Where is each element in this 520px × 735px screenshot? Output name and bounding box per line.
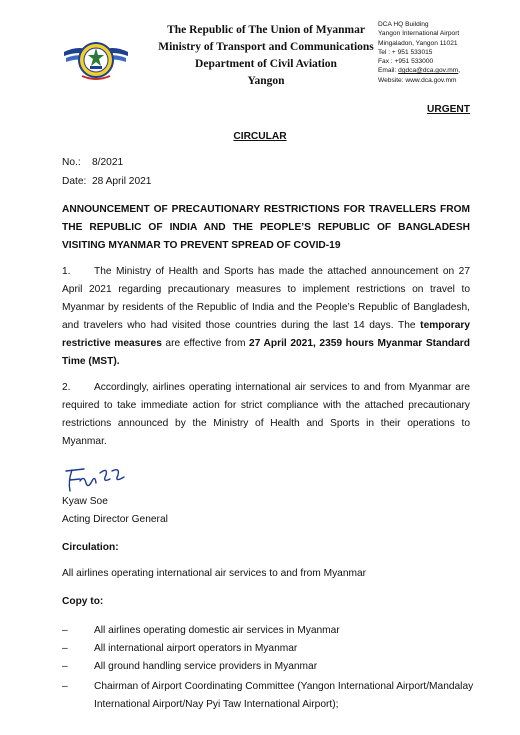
- circulation-text: All airlines operating international air services to and from Myanmar: [62, 568, 367, 579]
- contact-fax: Fax : +951 533000: [378, 58, 434, 66]
- circular-date: [62, 176, 151, 187]
- signatory-title: Acting Director General: [62, 514, 168, 525]
- circular-number: [62, 157, 123, 168]
- contact-tel: Tel : + 951 533015: [378, 48, 433, 56]
- date-value: 28 April 2021: [92, 176, 152, 187]
- copy-to-text: All international airport operators in Myanmar: [94, 643, 298, 654]
- number-label: No.:: [62, 157, 81, 168]
- copy-to-dash: –: [62, 661, 68, 672]
- paragraph-2: [62, 379, 470, 451]
- paragraph-1-emphasis-measures: temporary restrictive measures: [62, 320, 470, 349]
- paragraph-1-text-a: The Ministry of Health and Sports has made the attached announcement on 27 April 2021 regarding precautionary measures to implement restrictions on travel to Myanmar by residents of the Republic of India and the People’s Republic of Bangladesh, and travelers who had visited those countries during the last 14 days. The: [62, 266, 470, 331]
- organization-header: [148, 22, 384, 90]
- contact-block: [378, 20, 518, 85]
- contact-address: Mingaladon, Yangon 11021: [378, 39, 458, 47]
- contact-email-suffix: ,: [458, 67, 461, 75]
- contact-email-label: Email:: [378, 67, 399, 75]
- copy-to-dash: –: [62, 681, 68, 692]
- copy-to-heading: Copy to:: [62, 596, 104, 607]
- contact-website[interactable]: Website: www.dca.gov.mm: [378, 76, 457, 84]
- copy-to-text: All airlines operating domestic air services in Myanmar: [94, 625, 340, 636]
- contact-airport: Yangon International Airport: [378, 30, 460, 38]
- circulation-heading: Circulation:: [62, 542, 119, 553]
- contact-building: DCA HQ Building: [378, 21, 429, 28]
- copy-to-text: All ground handling service providers in Myanmar: [94, 661, 318, 672]
- org-line-department: Department of Civil Aviation: [195, 58, 337, 70]
- date-label: Date:: [62, 176, 87, 187]
- contact-email-link[interactable]: dgdca@dca.gov.mm: [398, 67, 459, 75]
- copy-to-dash: –: [62, 643, 68, 654]
- org-line-city: Yangon: [247, 75, 285, 87]
- number-value: 8/2021: [92, 157, 124, 168]
- paragraph-2-text: Accordingly, airlines operating international air services to and from Myanmar are required to take immediate action for strict compliance with the attached precautionary restrictions announced by the Ministry of Health and Sports in their operations to Myanmar.: [62, 382, 470, 447]
- signatory-name: Kyaw Soe: [62, 496, 108, 507]
- urgent-label: URGENT: [426, 104, 470, 115]
- dca-logo: [60, 22, 132, 94]
- copy-to-text: Chairman of Airport Coordinating Committee (Yangon International Airport/Mandalay International Airport/Nay Pyi Taw International Airport);: [94, 681, 474, 710]
- paragraph-1-number: 1.: [62, 266, 71, 277]
- copy-to-dash: –: [62, 625, 68, 636]
- paragraph-2-number: 2.: [62, 382, 71, 393]
- org-line-ministry: Ministry of Transport and Communications: [158, 41, 374, 53]
- contact-email-line: [378, 66, 518, 75]
- paragraph-1-text-c: are effective from: [161, 338, 250, 349]
- signature: [62, 463, 132, 495]
- announcement-title: ANNOUNCEMENT OF PRECAUTIONARY RESTRICTIONS FOR TRAVELLERS FROM THE REPUBLIC OF INDIA AND THE PEOPLE’S REPUBLIC OF BANGLADESH VISITING MYANMAR TO PREVENT SPREAD OF COVID-19: [62, 204, 470, 251]
- circular-heading: CIRCULAR: [233, 131, 287, 142]
- paragraph-1: [62, 263, 470, 371]
- paragraph-1-emphasis-effective: 27 April 2021, 2359 hours Myanmar Standard Time (MST).: [62, 338, 470, 367]
- org-line-country: The Republic of The Union of Myanmar: [167, 24, 365, 36]
